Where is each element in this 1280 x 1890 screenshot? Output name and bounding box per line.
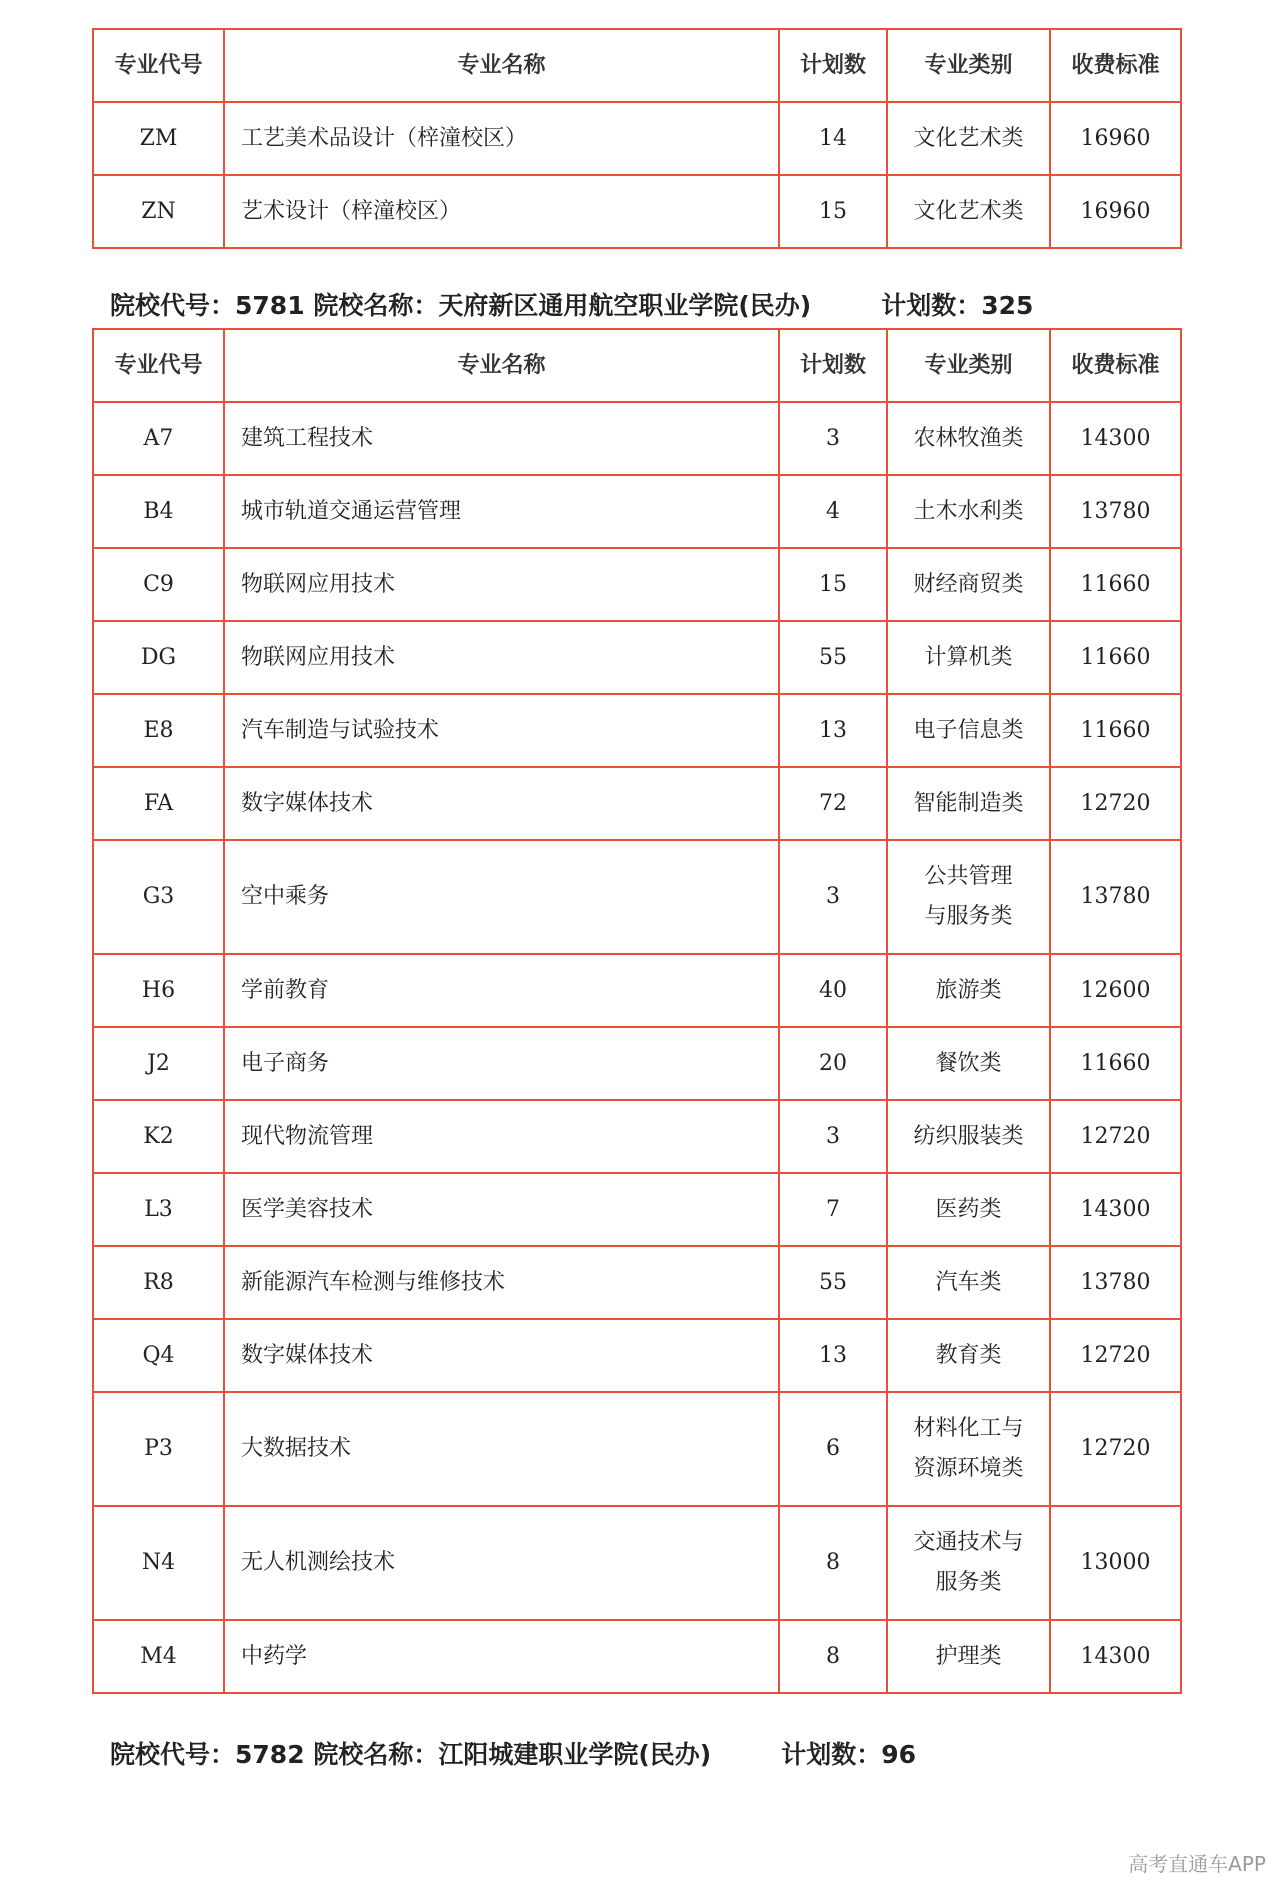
major-code: H6: [93, 954, 224, 1027]
table-row: [93, 1506, 1181, 1620]
school-name-label: 院校名称：: [313, 291, 439, 320]
school-code: 5782: [235, 1740, 305, 1769]
plan-count: 55: [779, 621, 887, 694]
table-row: [93, 840, 1181, 954]
major-code: M4: [93, 1620, 224, 1693]
major-name: 数字媒体技术: [224, 1319, 779, 1392]
plan-count: 8: [779, 1506, 887, 1620]
fee: 14300: [1050, 402, 1181, 475]
table-header-row: [93, 329, 1181, 402]
school-plan-label: 计划数：: [781, 1740, 882, 1769]
table-row: [93, 1392, 1181, 1506]
major-code: G3: [93, 840, 224, 954]
school-header-5782: [110, 1735, 916, 1771]
table-row: [93, 767, 1181, 840]
major-name: 新能源汽车检测与维修技术: [224, 1246, 779, 1319]
header-plan: 计划数: [779, 329, 887, 402]
table-row: [93, 175, 1181, 248]
major-code: N4: [93, 1506, 224, 1620]
major-category: 餐饮类: [887, 1027, 1050, 1100]
plan-count: 3: [779, 1100, 887, 1173]
plan-count: 4: [779, 475, 887, 548]
plan-count: 13: [779, 1319, 887, 1392]
major-code: ZN: [93, 175, 224, 248]
major-code: A7: [93, 402, 224, 475]
watermark: 高考直通车APP: [1128, 1852, 1266, 1876]
major-code: B4: [93, 475, 224, 548]
header-plan: 计划数: [779, 29, 887, 102]
plan-count: 3: [779, 402, 887, 475]
major-category: 教育类: [887, 1319, 1050, 1392]
table-row: [93, 548, 1181, 621]
major-name: 艺术设计（梓潼校区）: [224, 175, 779, 248]
major-name: 数字媒体技术: [224, 767, 779, 840]
major-table-2: [92, 328, 1182, 1694]
header-code: 专业代号: [93, 329, 224, 402]
fee: 13000: [1050, 1506, 1181, 1620]
major-name: 医学美容技术: [224, 1173, 779, 1246]
major-code: J2: [93, 1027, 224, 1100]
major-code: FA: [93, 767, 224, 840]
table-row: [93, 102, 1181, 175]
table-row: [93, 1173, 1181, 1246]
school-plan-label: 计划数：: [881, 291, 982, 320]
major-category: 文化艺术类: [887, 102, 1050, 175]
major-category: 旅游类: [887, 954, 1050, 1027]
major-code: C9: [93, 548, 224, 621]
school-name: 天府新区通用航空职业学院(民办): [438, 291, 812, 320]
major-category: 土木水利类: [887, 475, 1050, 548]
major-name: 空中乘务: [224, 840, 779, 954]
plan-count: 72: [779, 767, 887, 840]
major-name: 学前教育: [224, 954, 779, 1027]
fee: 11660: [1050, 548, 1181, 621]
fee: 16960: [1050, 102, 1181, 175]
fee: 14300: [1050, 1620, 1181, 1693]
plan-count: 6: [779, 1392, 887, 1506]
fee: 12720: [1050, 1100, 1181, 1173]
fee: 16960: [1050, 175, 1181, 248]
major-name: 中药学: [224, 1620, 779, 1693]
table-row: [93, 954, 1181, 1027]
fee: 13780: [1050, 840, 1181, 954]
major-code: E8: [93, 694, 224, 767]
major-category: 护理类: [887, 1620, 1050, 1693]
header-name: 专业名称: [224, 29, 779, 102]
major-code: DG: [93, 621, 224, 694]
plan-count: 40: [779, 954, 887, 1027]
major-category: 纺织服装类: [887, 1100, 1050, 1173]
major-code: P3: [93, 1392, 224, 1506]
fee: 12600: [1050, 954, 1181, 1027]
fee: 13780: [1050, 475, 1181, 548]
major-category: 农林牧渔类: [887, 402, 1050, 475]
table-row: [93, 1027, 1181, 1100]
table-row: [93, 1100, 1181, 1173]
major-table-1: [92, 28, 1182, 249]
plan-count: 14: [779, 102, 887, 175]
major-name: 工艺美术品设计（梓潼校区）: [224, 102, 779, 175]
major-category: 汽车类: [887, 1246, 1050, 1319]
plan-count: 7: [779, 1173, 887, 1246]
header-category: 专业类别: [887, 329, 1050, 402]
major-category: 财经商贸类: [887, 548, 1050, 621]
fee: 12720: [1050, 1392, 1181, 1506]
header-category: 专业类别: [887, 29, 1050, 102]
table-row: [93, 1246, 1181, 1319]
plan-count: 13: [779, 694, 887, 767]
school-name: 江阳城建职业学院(民办): [438, 1740, 712, 1769]
major-name: 大数据技术: [224, 1392, 779, 1506]
school-header-5781: [110, 286, 1033, 322]
fee: 12720: [1050, 1319, 1181, 1392]
major-name: 电子商务: [224, 1027, 779, 1100]
major-code: L3: [93, 1173, 224, 1246]
header-fee: 收费标准: [1050, 329, 1181, 402]
major-name: 汽车制造与试验技术: [224, 694, 779, 767]
school-name-label: 院校名称：: [313, 1740, 439, 1769]
plan-count: 15: [779, 548, 887, 621]
major-category: 交通技术与 服务类: [887, 1506, 1050, 1620]
plan-count: 55: [779, 1246, 887, 1319]
school-code-label: 院校代号：: [110, 291, 236, 320]
fee: 11660: [1050, 621, 1181, 694]
major-name: 无人机测绘技术: [224, 1506, 779, 1620]
major-category: 公共管理 与服务类: [887, 840, 1050, 954]
header-name: 专业名称: [224, 329, 779, 402]
major-category: 智能制造类: [887, 767, 1050, 840]
major-category: 电子信息类: [887, 694, 1050, 767]
major-name: 现代物流管理: [224, 1100, 779, 1173]
table-row: [93, 1620, 1181, 1693]
plan-count: 3: [779, 840, 887, 954]
major-name: 建筑工程技术: [224, 402, 779, 475]
plan-count: 20: [779, 1027, 887, 1100]
major-code: Q4: [93, 1319, 224, 1392]
fee: 14300: [1050, 1173, 1181, 1246]
major-category: 文化艺术类: [887, 175, 1050, 248]
table-header-row: [93, 29, 1181, 102]
school-code-label: 院校代号：: [110, 1740, 236, 1769]
table-row: [93, 1319, 1181, 1392]
major-category: 医药类: [887, 1173, 1050, 1246]
major-name: 物联网应用技术: [224, 621, 779, 694]
major-code: K2: [93, 1100, 224, 1173]
school-plan: 96: [881, 1740, 917, 1769]
school-code: 5781: [235, 291, 305, 320]
table-row: [93, 694, 1181, 767]
school-plan: 325: [981, 291, 1034, 320]
major-category: 材料化工与 资源环境类: [887, 1392, 1050, 1506]
fee: 13780: [1050, 1246, 1181, 1319]
header-code: 专业代号: [93, 29, 224, 102]
major-name: 城市轨道交通运营管理: [224, 475, 779, 548]
table-row: [93, 621, 1181, 694]
major-code: R8: [93, 1246, 224, 1319]
plan-count: 8: [779, 1620, 887, 1693]
table-row: [93, 475, 1181, 548]
major-category: 计算机类: [887, 621, 1050, 694]
fee: 11660: [1050, 694, 1181, 767]
fee: 12720: [1050, 767, 1181, 840]
table-row: [93, 402, 1181, 475]
major-code: ZM: [93, 102, 224, 175]
major-name: 物联网应用技术: [224, 548, 779, 621]
header-fee: 收费标准: [1050, 29, 1181, 102]
fee: 11660: [1050, 1027, 1181, 1100]
plan-count: 15: [779, 175, 887, 248]
